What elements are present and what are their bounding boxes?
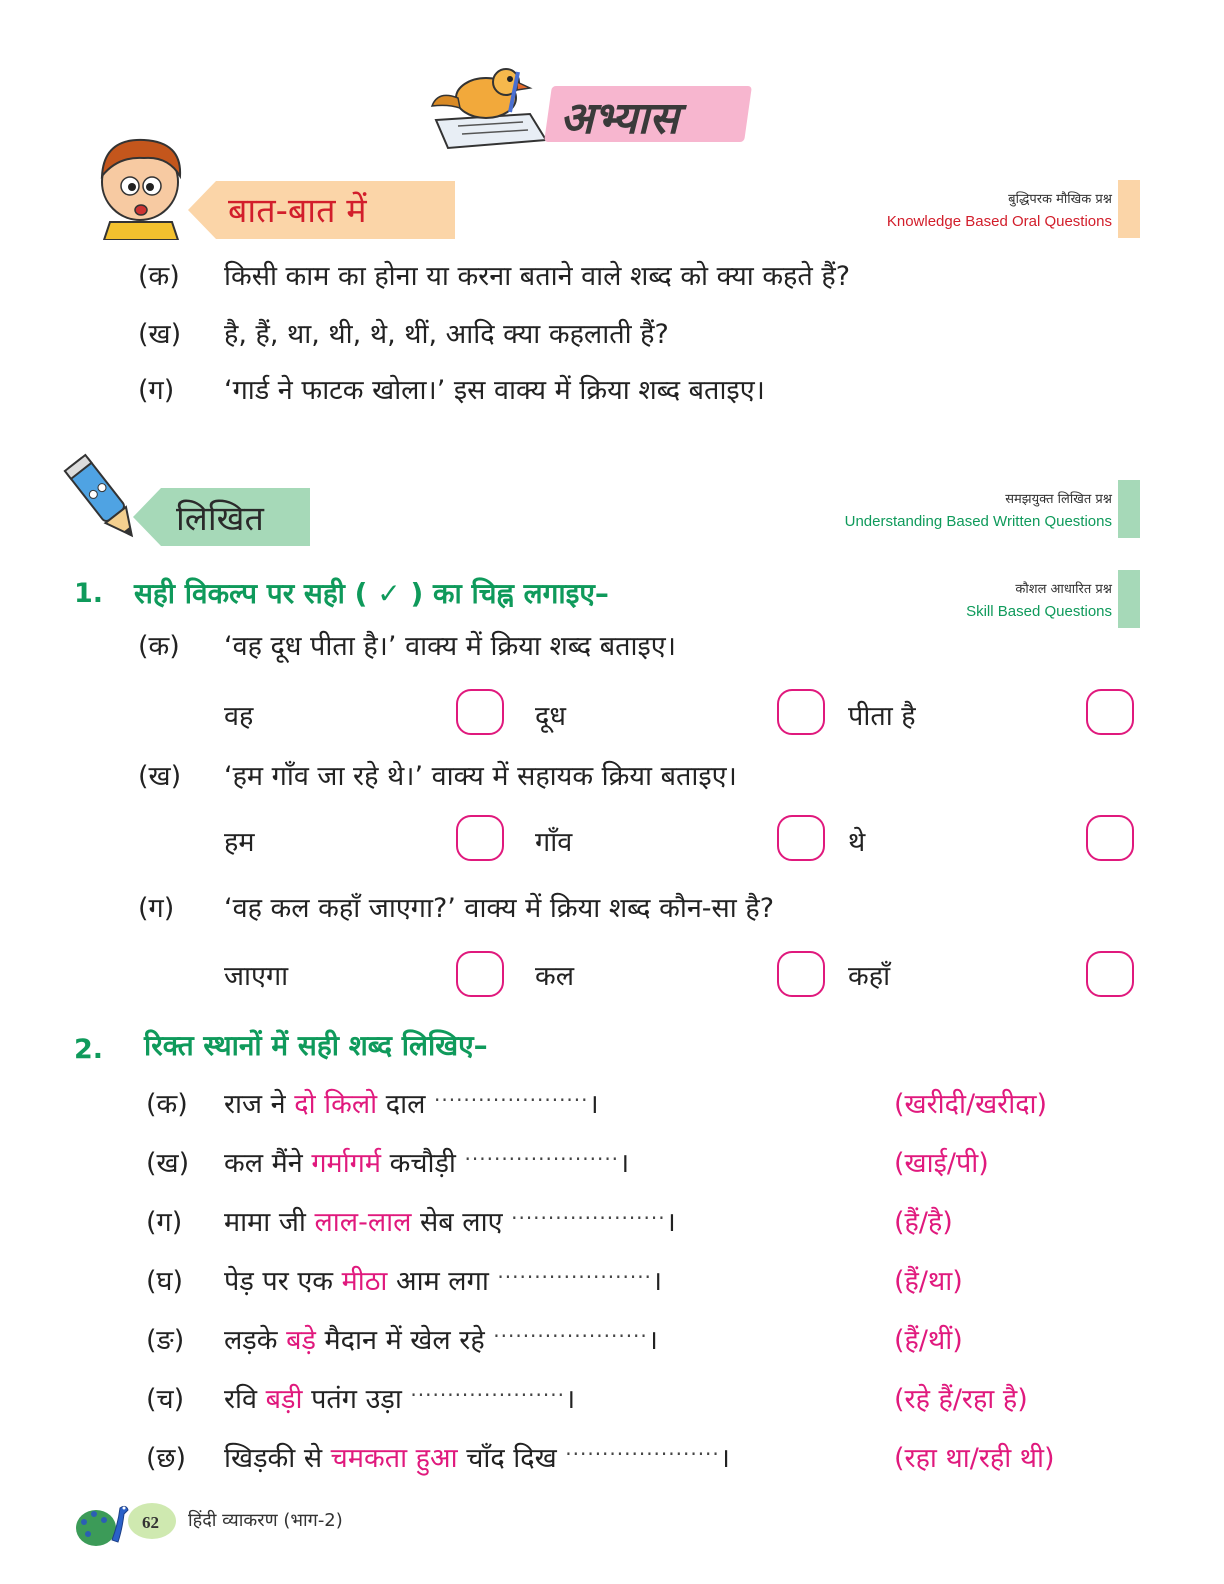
fill-blank-sentence [146,1261,662,1298]
question-number: 2. [74,1034,104,1065]
question-text: ‘वह दूध पीता है।’ वाक्य में क्रिया शब्द बताइए। [224,631,676,662]
sentence-text: पेड़ पर एक [224,1266,342,1297]
mcq-question [138,756,737,793]
option-checkbox[interactable] [1086,951,1134,997]
mcq-question [138,888,774,925]
highlighted-word: दो किलो [294,1089,378,1120]
option-text: कहाँ [848,961,891,992]
question-number: 1. [74,578,104,609]
sentence-end: । [665,1207,676,1238]
tag-oral-english: Knowledge Based Oral Questions [886,213,1112,230]
option-text: जाएगा [224,961,289,992]
highlighted-word: बड़ी [265,1384,303,1415]
section-label-written: लिखित [176,499,264,539]
option-checkbox[interactable] [777,815,825,861]
blank-space[interactable]: ····················· [410,1383,565,1407]
option-checkbox[interactable] [777,689,825,735]
sentence-text: मैदान में खेल रहे [315,1325,485,1356]
oral-question [138,314,669,351]
fill-blank-sentence [146,1202,676,1239]
blank-space[interactable]: ····················· [464,1147,620,1171]
question-title: सही विकल्प पर सही ( ✓ ) का चिह्न लगाइए– [134,577,609,610]
blank-space[interactable]: ····················· [497,1265,652,1289]
question-label: (क) [146,1089,188,1120]
sentence-end: । [564,1384,576,1415]
question-text: ‘हम गाँव जा रहे थे।’ वाक्य में सहायक क्रिया बताइए। [224,761,737,792]
option-checkbox[interactable] [456,951,504,997]
option-text: गाँव [535,827,573,858]
highlighted-word: मीठा [341,1266,388,1297]
question-text: ‘गार्ड ने फाटक खोला।’ इस वाक्य में क्रिया शब्द बताइए। [224,375,765,406]
oral-question [138,256,850,293]
sentence-text: कचौड़ी [381,1148,456,1179]
tag-bar-written [1118,480,1140,538]
blank-space[interactable]: ····················· [493,1324,648,1348]
question-text: ‘वह कल कहाँ जाएगा?’ वाक्य में क्रिया शब्द कौन-सा है? [224,893,775,924]
boy-illustration [88,130,198,240]
fill-blank-sentence [146,1379,575,1416]
option-text: वह [224,701,254,732]
answer-hint: (रहा था/रही थी) [894,1443,1055,1474]
tag-skill-hindi: कौशल आधारित प्रश्न [1015,582,1112,597]
answer-hint: (खाई/पी) [894,1148,989,1179]
question-title: रिक्त स्थानों में सही शब्द लिखिए– [144,1029,488,1062]
option-text: पीता है [848,701,916,732]
answer-hint: (खरीदी/खरीदा) [894,1089,1048,1120]
section-label-oral: बात-बात में [228,191,367,231]
blank-space[interactable]: ····················· [434,1088,589,1112]
sentence-end: । [719,1443,731,1474]
page-number: 62 [142,1513,159,1532]
mcq-question [138,626,676,663]
question-label: (ग) [138,375,175,406]
answer-hint: (हैं/है) [894,1207,953,1238]
sentence-text: दाल [377,1089,426,1120]
oral-question [138,370,765,407]
question-label: (क) [138,631,180,662]
question-label: (क) [138,261,180,292]
sentence-text: सेब लाए [411,1207,503,1238]
sentence-text: पतंग उड़ा [302,1384,402,1415]
option-text: कल [535,961,575,992]
option-checkbox[interactable] [1086,815,1134,861]
blank-space[interactable]: ····················· [511,1206,666,1230]
sentence-text: लड़के [224,1325,287,1356]
highlighted-word: चमकता हुआ [330,1443,458,1474]
option-checkbox[interactable] [777,951,825,997]
answer-hint: (हैं/था) [894,1266,963,1297]
question-label: (घ) [146,1266,184,1297]
book-title: हिंदी व्याकरण (भाग-2) [188,1510,343,1531]
question-label: (च) [146,1384,185,1415]
tag-bar-skill [1118,570,1140,628]
sentence-text: कल मैंने [224,1148,312,1179]
fill-blank-sentence [146,1320,658,1357]
question-text: किसी काम का होना या करना बताने वाले शब्द को क्या कहते हैं? [224,261,851,292]
sentence-text: रवि [224,1384,266,1415]
question-label: (ख) [138,761,182,792]
answer-hint: (रहे हैं/रहा है) [894,1384,1028,1415]
question-label: (छ) [146,1443,186,1474]
question-label: (ङ) [146,1325,185,1356]
tag-oral-hindi: बुद्धिपरक मौखिक प्रश्न [1008,192,1112,207]
fill-blank-sentence [146,1084,599,1121]
question-label: (ख) [138,319,182,350]
question-label: (ग) [146,1207,183,1238]
sentence-text: मामा जी [224,1207,315,1238]
sentence-end: । [651,1266,663,1297]
sentence-text: राज ने [224,1089,295,1120]
option-checkbox[interactable] [1086,689,1134,735]
option-text: थे [848,827,866,858]
option-text: हम [224,827,255,858]
option-checkbox[interactable] [456,689,504,735]
option-checkbox[interactable] [456,815,504,861]
sentence-end: । [647,1325,659,1356]
tag-skill-english: Skill Based Questions [966,603,1112,620]
highlighted-word: गर्मागर्म [311,1148,382,1179]
pencil-illustration [60,448,150,548]
tag-written-hindi: समझयुक्त लिखित प्रश्न [1005,492,1112,507]
sentence-text: चाँद दिख [457,1443,557,1474]
question-label: (ग) [138,893,175,924]
question-label: (ख) [146,1148,190,1179]
sentence-end: । [588,1089,599,1120]
sentence-end: । [619,1148,630,1179]
sentence-text: आम लगा [387,1266,489,1297]
fill-blank-sentence [146,1143,629,1180]
bird-writing-illustration [418,62,558,152]
highlighted-word: बड़े [286,1325,316,1356]
page-title: अभ्यास [560,93,679,144]
question-text: है, हैं, था, थी, थे, थीं, आदि क्या कहलाती हैं? [224,319,669,350]
answer-hint: (हैं/थीं) [894,1325,963,1356]
tag-bar-oral [1118,180,1140,238]
tag-written-english: Understanding Based Written Questions [844,513,1112,530]
highlighted-word: लाल-लाल [314,1207,412,1238]
option-text: दूध [535,701,566,732]
peacock-illustration [74,1494,134,1550]
fill-blank-sentence [146,1438,730,1475]
blank-space[interactable]: ····················· [565,1442,720,1466]
sentence-text: खिड़की से [224,1443,331,1474]
